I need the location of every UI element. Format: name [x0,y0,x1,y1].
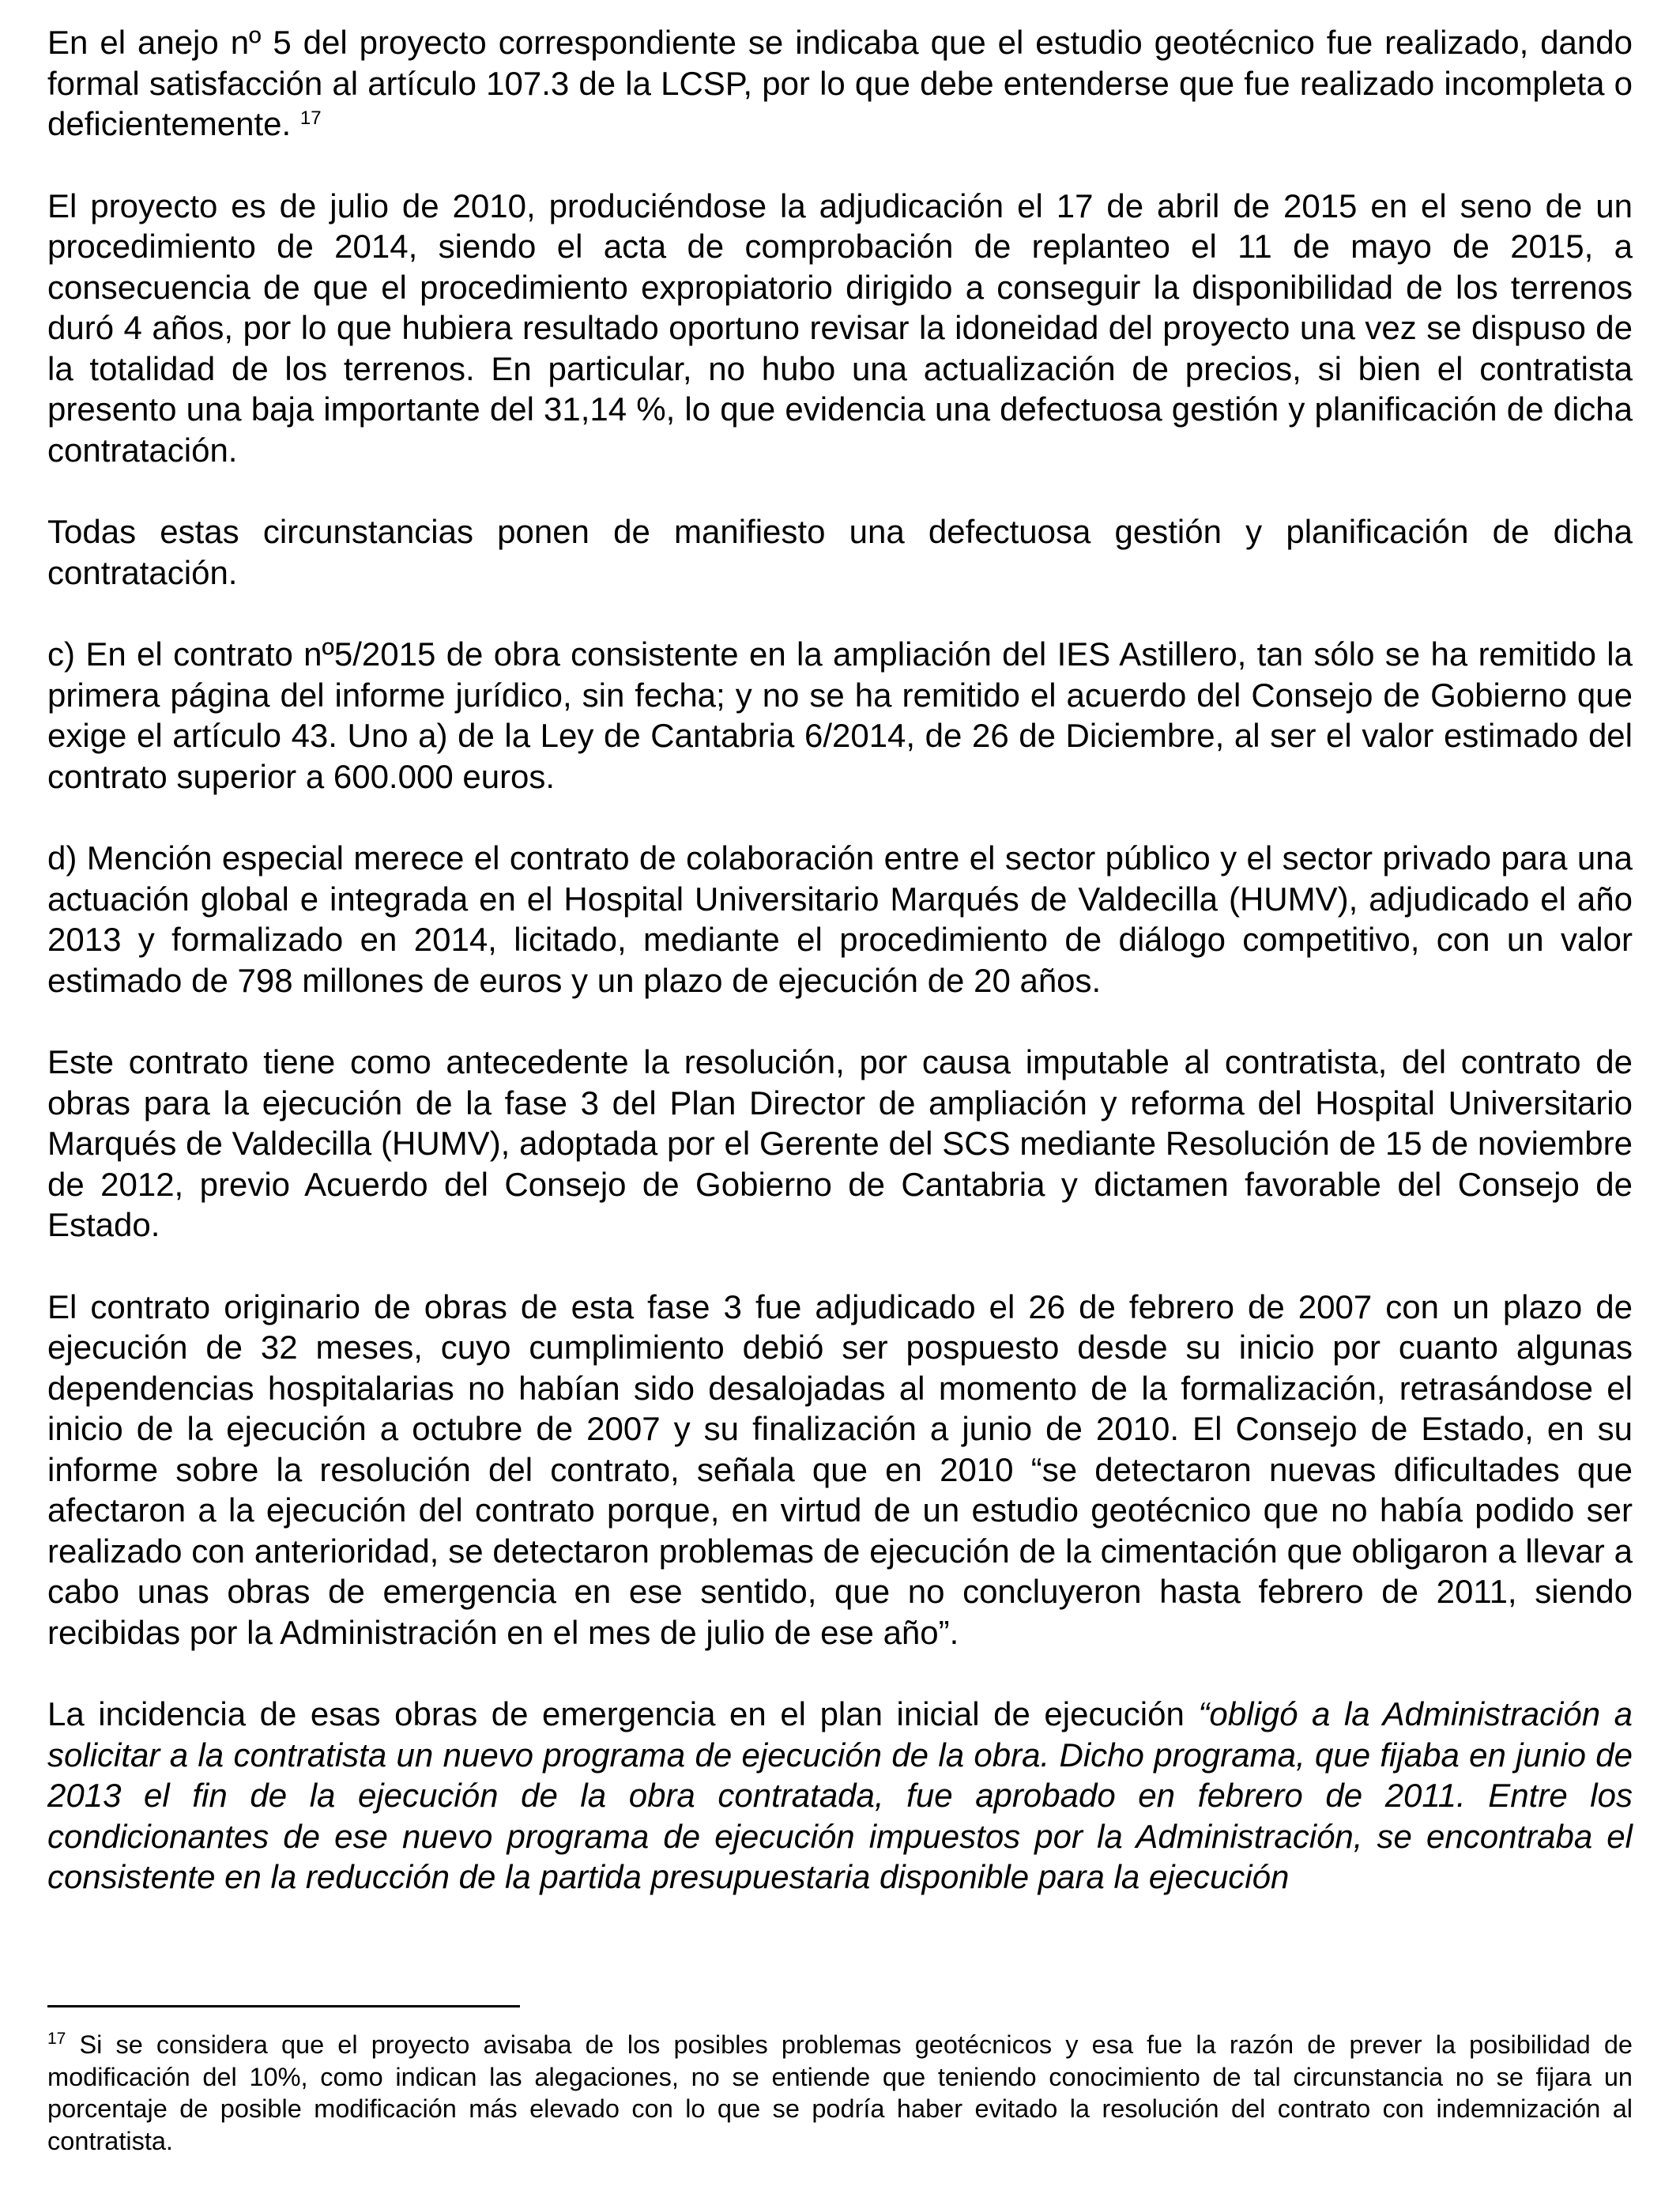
paragraph-contrato-originario [47,1287,1633,1653]
paragraph-text: Todas estas circunstancias ponen de manifiesto una defectuosa gestión y planificación de dicha contratación. [47,513,1633,591]
footnote-text: Si se considera que el proyecto avisaba de los posibles problemas geotécnicos y esa fue la razón de prever la posibilidad de modificación del 10%, como indican las alegaciones, no se entiende que teniendo conocimiento de tal circunstancia no se fijara un porcentaje de posible modificación más elevado con lo que se podría haber evitado la resolución del contrato con indemnización al contratista. [47,2030,1633,2155]
paragraph-incidencia [47,1694,1633,1898]
paragraph-d-humv [47,838,1633,1001]
paragraph-anejo [47,22,1633,145]
paragraph-text: Este contrato tiene como antecedente la resolución, por causa imputable al contratista, del contrato de obras para la ejecución de la fase 3 del Plan Director de ampliación y reforma del Hospital Universitario Marqués de Valdecilla (HUMV), adoptada por el Gerente del SCS mediante Resolución de 15 de noviembre de 2012, previo Acuerdo del Consejo de Gobierno de Cantabria y dictamen favorable del Consejo de Estado. [47,1043,1633,1243]
paragraph-circunstancias [47,511,1633,593]
paragraph-text: El contrato originario de obras de esta fase 3 fue adjudicado el 26 de febrero de 2007 con un plazo de ejecución de 32 meses, cuyo cumplimiento debió ser pospuesto desde su inicio por cuanto algunas dependencias hospitalarias no habían sido desalojadas al momento de la formalización, retrasándose el inicio de la ejecución a octubre de 2007 y su finalización a junio de 2010. El Consejo de Estado, en su informe sobre la resolución del contrato, señala que en 2010 “se detectaron nuevas dificultades que afectaron a la ejecución del contrato porque, en virtud de un estudio geotécnico que no había podido ser realizado con anterioridad, se detectaron problemas de ejecución de la cimentación que obligaron a llevar a cabo unas obras de emergencia en ese sentido, que no concluyeron hasta febrero de 2011, siendo recibidas por la Administración en el mes de julio de ese año”. [47,1287,1633,1651]
paragraph-proyecto [47,186,1633,471]
paragraph-antecedente [47,1042,1633,1246]
footnote-separator [47,2005,520,2007]
paragraph-text: La incidencia de esas obras de emergencia en el plan inicial de ejecución [47,1695,1199,1732]
footnote-reference[interactable]: 17 [299,107,322,129]
paragraph-c-ies-astillero [47,634,1633,797]
paragraph-text: El proyecto es de julio de 2010, produciéndose la adjudicación el 17 de abril de 2015 en el seno de un procedimiento de 2014, siendo el acta de comprobación de replanteo el 11 de mayo de 2015, a consecuencia de que el procedimiento expropiatorio dirigido a conseguir la disponibilidad de los terrenos duró 4 años, por lo que hubiera resultado oportuno revisar la idoneidad del proyecto una vez se dispuso de la totalidad de los terrenos. En particular, no hubo una actualización de precios, si bien el contratista presento una baja importante del 31,14 %, lo que evidencia una defectuosa gestión y planificación de dicha contratación. [47,187,1633,469]
footnote-17 [47,2029,1633,2157]
document-body [47,22,1633,1939]
footnote-number: 17 [47,2030,66,2048]
paragraph-text: d) Mención especial merece el contrato de colaboración entre el sector público y el sector privado para una actuación global e integrada en el Hospital Universitario Marqués de Valdecilla (HUMV), adjudicado el año 2013 y formalizado en 2014, licitado, mediante el procedimiento de diálogo competitivo, con un valor estimado de 798 millones de euros y un plazo de ejecución de 20 años. [47,839,1633,999]
paragraph-text: En el anejo nº 5 del proyecto correspondiente se indicaba que el estudio geotécnico fue realizado, dando formal satisfacción al artículo 107.3 de la LCSP, por lo que debe entenderse que fue realizado incompleta o deficientemente. [47,24,1633,142]
paragraph-quote-italic: “obligó a la Administración a solicitar a la contratista un nuevo programa de ejecución de la obra. Dicho programa, que fijaba en junio de 2013 el fin de la ejecución de la obra contratada, fue aprobado en febrero de 2011. Entre los condicionantes de ese nuevo programa de ejecución impuestos por la Administración, se encontraba el consistente en la reducción de la partida presupuestaria disponible para la ejecución [47,1695,1633,1895]
paragraph-text: c) En el contrato nº5/2015 de obra consistente en la ampliación del IES Astillero, tan sólo se ha remitido la primera página del informe jurídico, sin fecha; y no se ha remitido el acuerdo del Consejo de Gobierno que exige el artículo 43. Uno a) de la Ley de Cantabria 6/2014, de 26 de Diciembre, al ser el valor estimado del contrato superior a 600.000 euros. [47,635,1633,795]
